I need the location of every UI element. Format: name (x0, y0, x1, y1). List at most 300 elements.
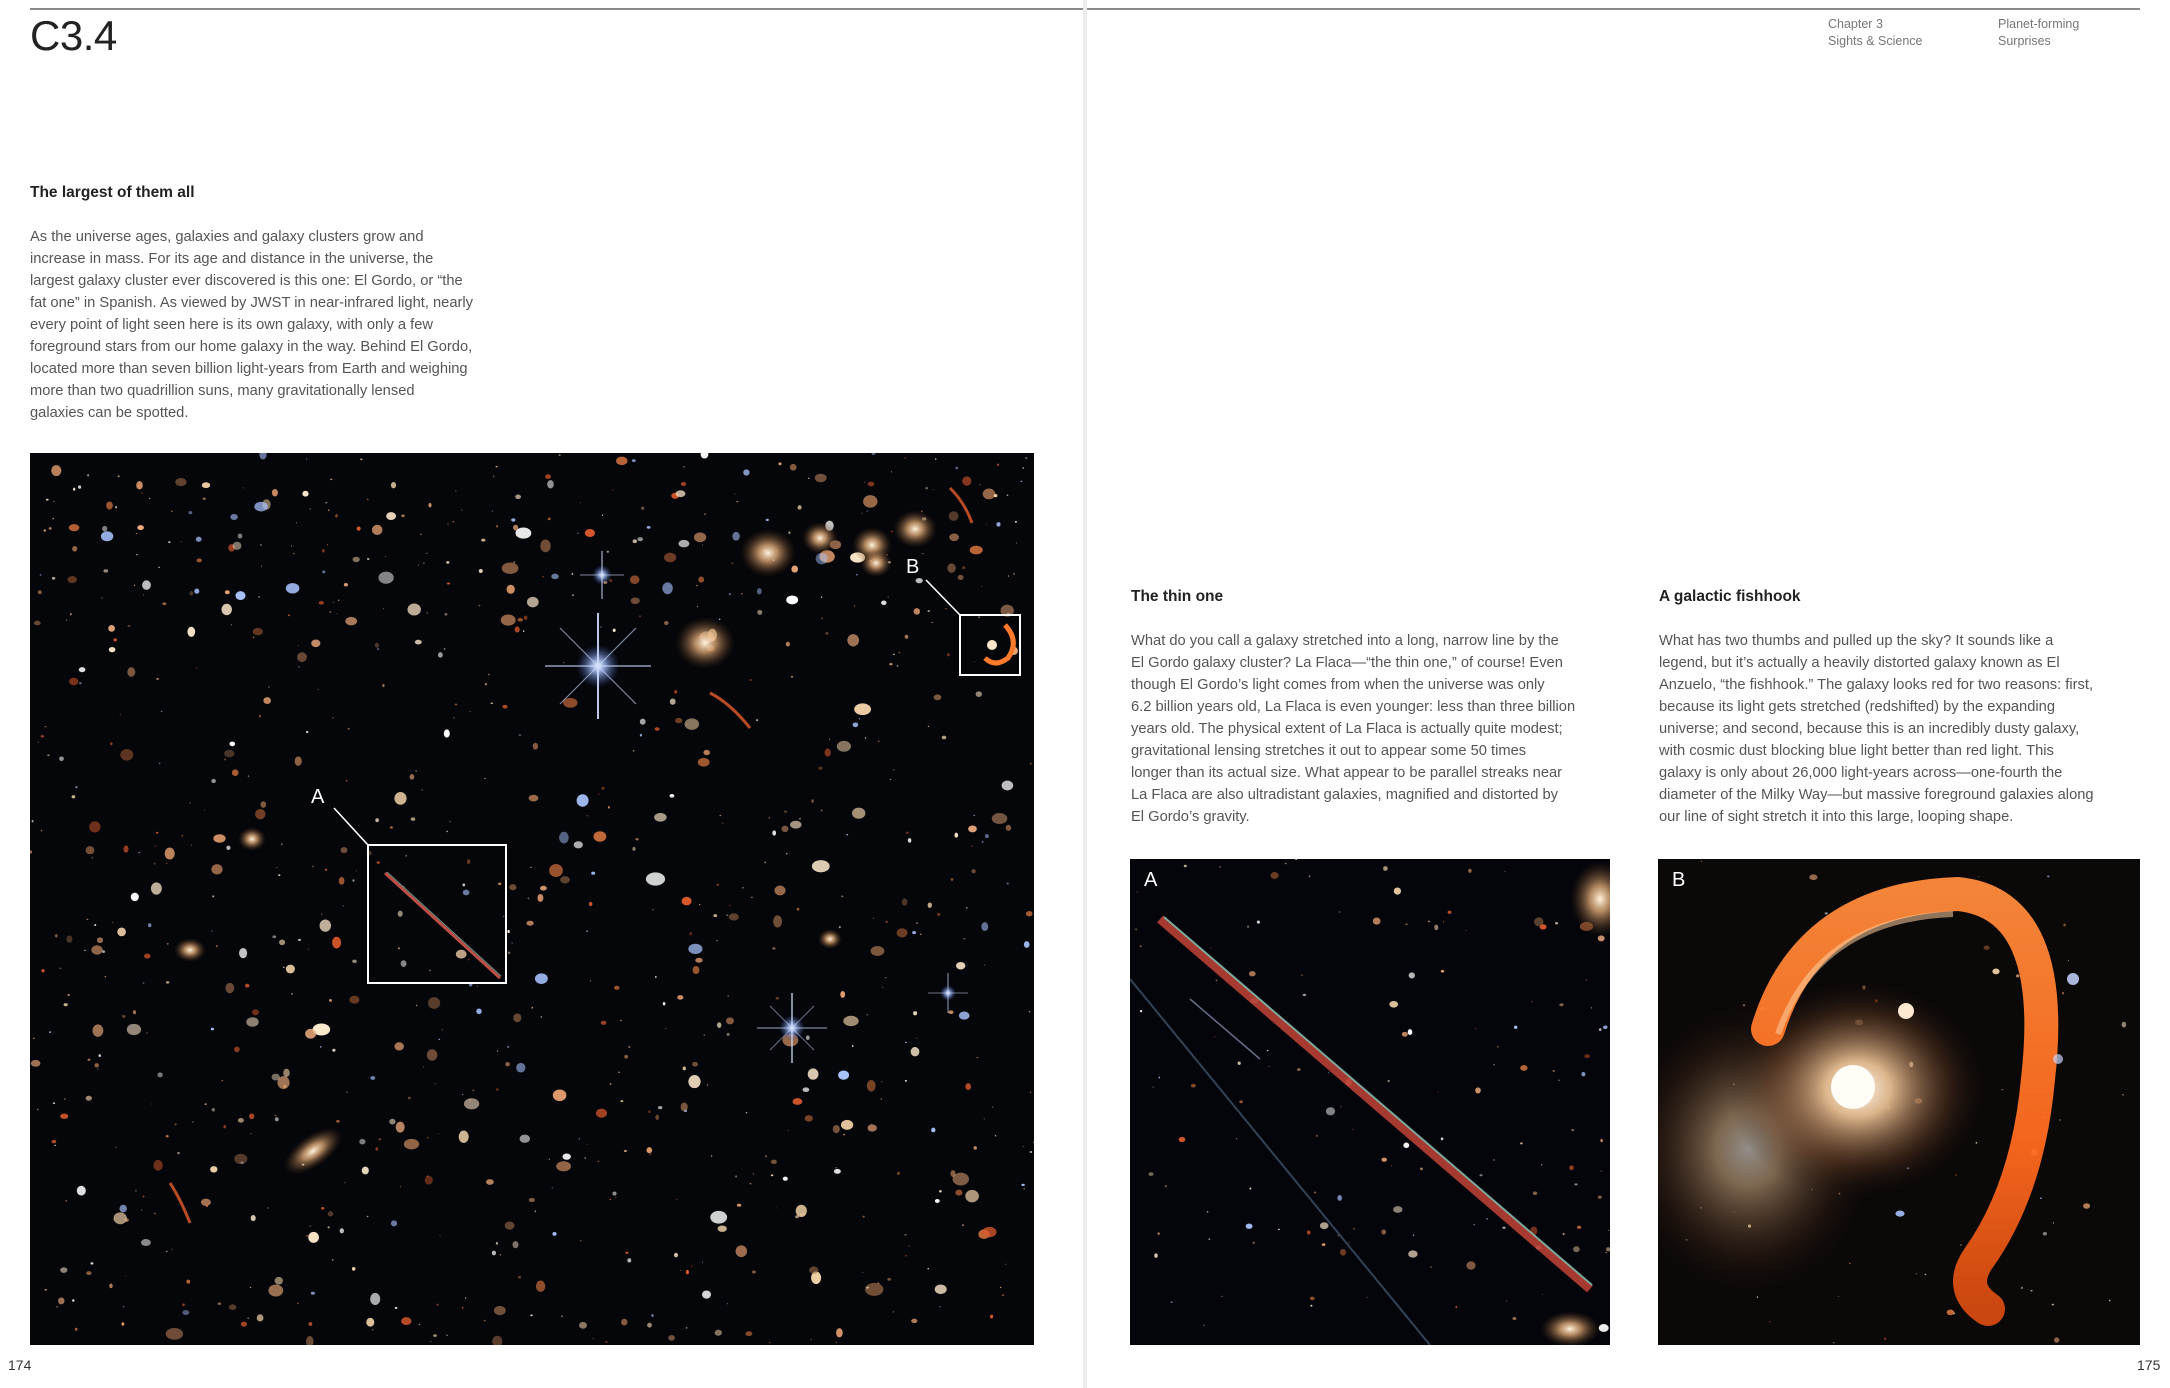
background-galaxy (1584, 1054, 1590, 1058)
cluster-galaxy (893, 510, 937, 548)
background-galaxy (375, 818, 379, 822)
background-galaxy (346, 780, 348, 782)
background-galaxy (216, 945, 218, 947)
background-galaxy (840, 991, 845, 998)
background-galaxy (298, 645, 299, 646)
background-galaxy (945, 608, 947, 609)
background-galaxy (181, 835, 183, 837)
background-galaxy (253, 628, 263, 635)
cluster-galaxy (802, 522, 838, 554)
background-galaxy (841, 1120, 853, 1130)
background-galaxy (986, 524, 987, 525)
background-galaxy (225, 590, 230, 594)
background-galaxy (935, 1285, 947, 1295)
background-galaxy (230, 514, 238, 520)
background-galaxy (171, 1249, 173, 1250)
body-line: galaxy is only about 26,000 light-years across—one-fourth the (1659, 765, 2063, 781)
running-head-line: Chapter 3 (1828, 17, 1883, 31)
background-galaxy (677, 995, 683, 1000)
background-galaxy (427, 1137, 428, 1138)
background-galaxy (194, 589, 199, 594)
background-galaxy (108, 625, 115, 632)
background-galaxy (649, 1153, 651, 1155)
background-galaxy (973, 1146, 976, 1150)
background-galaxy (1303, 994, 1306, 996)
background-galaxy (1441, 1137, 1444, 1140)
background-galaxy (995, 1135, 996, 1136)
background-galaxy (64, 1098, 66, 1100)
background-galaxy (655, 1115, 659, 1120)
background-galaxy (472, 1090, 474, 1091)
background-galaxy (283, 1069, 290, 1077)
background-galaxy (382, 684, 384, 687)
background-galaxy (1314, 1192, 1316, 1194)
background-galaxy (423, 1066, 424, 1067)
background-galaxy (1030, 763, 1032, 764)
background-galaxy (336, 613, 337, 614)
background-galaxy (352, 1267, 355, 1271)
background-galaxy (678, 540, 689, 547)
background-galaxy (774, 886, 785, 896)
background-galaxy (60, 968, 62, 969)
background-galaxy (429, 970, 431, 971)
background-galaxy (321, 914, 322, 915)
background-galaxy (333, 602, 334, 603)
background-galaxy (78, 485, 81, 488)
background-galaxy (1466, 1261, 1475, 1269)
background-galaxy (142, 580, 151, 590)
image-label-a: A (1144, 869, 1158, 891)
background-galaxy (166, 981, 169, 983)
background-galaxy (697, 606, 698, 607)
background-galaxy (798, 505, 802, 509)
background-galaxy (281, 844, 282, 846)
background-galaxy (637, 537, 643, 541)
background-galaxy (235, 591, 245, 600)
background-galaxy (654, 813, 667, 822)
background-galaxy (1838, 1296, 1839, 1297)
background-galaxy (295, 756, 302, 765)
background-galaxy (58, 1297, 64, 1304)
background-galaxy (250, 1133, 252, 1134)
background-galaxy (586, 930, 588, 931)
background-galaxy (408, 1097, 411, 1100)
background-galaxy (491, 702, 494, 704)
background-galaxy (218, 1302, 222, 1304)
background-galaxy (447, 1335, 448, 1336)
background-galaxy (772, 830, 776, 835)
background-galaxy (345, 617, 357, 626)
cluster-galaxy (238, 827, 266, 851)
background-galaxy (484, 778, 486, 779)
la-flaca-illustration (1130, 859, 1610, 1345)
background-galaxy (572, 594, 574, 596)
background-galaxy (1916, 1273, 1917, 1274)
background-galaxy (196, 558, 202, 562)
background-galaxy (542, 576, 543, 577)
background-galaxy (291, 993, 293, 995)
background-galaxy (259, 715, 261, 718)
background-galaxy (136, 533, 137, 534)
background-galaxy (275, 1115, 276, 1116)
background-galaxy (1541, 1164, 1542, 1165)
background-galaxy (516, 1063, 525, 1073)
image-label-b: B (1672, 869, 1686, 891)
background-galaxy (670, 698, 676, 704)
background-galaxy (112, 922, 114, 923)
background-galaxy (233, 542, 242, 550)
background-galaxy (202, 482, 210, 488)
background-galaxy (893, 769, 894, 770)
background-galaxy (69, 524, 80, 531)
background-galaxy (1413, 1234, 1414, 1235)
el-anzuelo-image (1658, 859, 2140, 1345)
background-galaxy (948, 1010, 953, 1014)
background-galaxy (973, 815, 975, 816)
background-galaxy (598, 794, 599, 795)
background-galaxy (856, 574, 858, 575)
background-galaxy (137, 525, 144, 530)
background-galaxy (328, 509, 330, 511)
background-galaxy (992, 1106, 994, 1107)
background-galaxy (816, 553, 828, 564)
background-galaxy (533, 743, 538, 750)
background-galaxy (110, 742, 113, 745)
background-galaxy (205, 1103, 207, 1105)
background-galaxy (868, 482, 875, 486)
background-galaxy (251, 1215, 256, 1221)
background-galaxy (736, 1245, 747, 1257)
background-galaxy (175, 1124, 177, 1126)
background-galaxy (664, 621, 668, 625)
background-galaxy (311, 640, 320, 648)
background-galaxy (44, 726, 46, 728)
background-galaxy (44, 1289, 47, 1291)
background-galaxy (72, 546, 77, 552)
background-galaxy (1405, 924, 1407, 926)
background-galaxy (922, 553, 923, 554)
background-galaxy (745, 1331, 752, 1336)
background-galaxy (1534, 917, 1543, 926)
background-galaxy (871, 946, 885, 956)
background-galaxy (447, 523, 449, 524)
background-galaxy (764, 862, 765, 863)
background-galaxy (905, 1042, 907, 1043)
background-galaxy (135, 1190, 137, 1191)
background-galaxy (52, 577, 55, 580)
background-galaxy (974, 661, 975, 662)
background-galaxy (1542, 1294, 1543, 1295)
background-galaxy (359, 1139, 365, 1145)
background-galaxy (955, 1190, 962, 1196)
background-galaxy (330, 479, 332, 481)
background-galaxy (518, 1276, 521, 1279)
background-galaxy (391, 1220, 397, 1226)
background-galaxy (498, 882, 501, 885)
background-galaxy (59, 757, 64, 762)
background-galaxy (867, 510, 869, 511)
background-galaxy (897, 1172, 900, 1175)
background-galaxy (913, 1011, 917, 1015)
la-flaca-image (1130, 859, 1610, 1345)
background-galaxy (612, 489, 614, 491)
background-galaxy (517, 618, 522, 622)
background-galaxy (121, 1322, 124, 1325)
background-galaxy (572, 573, 574, 575)
background-galaxy (1328, 1072, 1329, 1073)
background-galaxy (444, 648, 446, 649)
background-galaxy (462, 1094, 463, 1095)
background-galaxy (914, 608, 921, 615)
background-galaxy (1029, 1011, 1031, 1012)
background-galaxy (367, 558, 370, 560)
background-galaxy (311, 1292, 315, 1295)
background-galaxy (505, 1221, 515, 1229)
body-line: El Gordo’s gravity. (1131, 809, 1250, 825)
background-galaxy (211, 1028, 214, 1031)
background-galaxy (1531, 1001, 1532, 1002)
background-galaxy (710, 1211, 727, 1224)
background-galaxy (1468, 869, 1471, 873)
background-galaxy (276, 867, 277, 868)
background-galaxy (579, 1322, 587, 1329)
background-galaxy (52, 518, 54, 520)
background-galaxy (985, 834, 989, 838)
background-galaxy (427, 1049, 438, 1060)
background-galaxy (1381, 1158, 1386, 1162)
background-galaxy (704, 1034, 705, 1035)
background-galaxy (743, 469, 749, 475)
background-galaxy (2002, 1089, 2004, 1090)
background-galaxy (127, 625, 130, 627)
background-galaxy (370, 1293, 380, 1305)
background-galaxy (420, 534, 421, 535)
background-galaxy (327, 544, 328, 545)
background-galaxy (438, 652, 443, 658)
background-galaxy (942, 736, 947, 740)
background-galaxy (811, 799, 814, 803)
background-galaxy (171, 510, 173, 511)
background-galaxy (605, 1341, 607, 1343)
background-galaxy (1326, 1107, 1335, 1115)
background-galaxy (947, 653, 950, 656)
background-galaxy (675, 718, 682, 723)
background-galaxy (310, 508, 311, 509)
background-galaxy (72, 1299, 74, 1301)
background-galaxy (601, 1021, 607, 1025)
background-galaxy (367, 1216, 369, 1217)
background-galaxy (2043, 1232, 2047, 1236)
el-gordo-cluster-image (30, 453, 1034, 1345)
background-galaxy (502, 563, 519, 574)
background-galaxy (1474, 1224, 1475, 1225)
body-line: As the universe ages, galaxies and galaxy clusters grow and (30, 229, 424, 245)
background-galaxy (897, 928, 908, 937)
background-galaxy (1309, 876, 1311, 878)
background-galaxy (541, 1016, 542, 1017)
background-galaxy (456, 950, 467, 959)
background-galaxy (464, 1098, 479, 1109)
background-galaxy (690, 932, 692, 935)
background-galaxy (442, 1029, 443, 1030)
background-galaxy (151, 1103, 152, 1104)
background-galaxy (1239, 1100, 1243, 1103)
background-galaxy (839, 926, 841, 928)
background-galaxy (99, 1054, 101, 1057)
background-galaxy (131, 893, 139, 902)
background-galaxy (410, 774, 415, 780)
background-galaxy (526, 921, 533, 926)
background-galaxy (535, 1210, 537, 1212)
background-galaxy (52, 1140, 57, 1143)
background-galaxy (153, 1160, 162, 1171)
background-galaxy (73, 488, 75, 491)
background-galaxy (898, 652, 900, 654)
body-line: La Flaca are also ultradistant galaxies, magnified and distorted by (1131, 787, 1558, 803)
cluster-galaxy (740, 529, 796, 577)
background-galaxy (713, 914, 717, 917)
background-galaxy (75, 786, 77, 788)
background-galaxy (279, 939, 285, 945)
background-galaxy (786, 642, 790, 647)
background-galaxy (1214, 1036, 1215, 1037)
background-galaxy (1373, 917, 1381, 924)
background-galaxy (1389, 1001, 1398, 1008)
background-galaxy (1301, 974, 1303, 975)
background-galaxy (181, 541, 182, 542)
background-galaxy (488, 674, 489, 675)
background-galaxy (511, 942, 512, 944)
background-galaxy (1825, 912, 1828, 914)
background-galaxy (1493, 1159, 1495, 1160)
background-galaxy (589, 902, 592, 906)
background-galaxy (552, 1232, 556, 1236)
background-galaxy (579, 1138, 580, 1139)
background-galaxy (1157, 1232, 1159, 1234)
background-galaxy (187, 627, 195, 637)
background-galaxy (704, 514, 705, 515)
background-galaxy (407, 603, 420, 615)
background-galaxy (167, 943, 169, 944)
background-galaxy (703, 750, 710, 755)
background-galaxy (559, 832, 569, 844)
background-galaxy (563, 662, 564, 663)
background-galaxy (343, 905, 344, 907)
background-galaxy (730, 905, 732, 906)
background-galaxy (953, 1173, 969, 1186)
background-galaxy (468, 959, 469, 960)
background-galaxy (682, 897, 692, 906)
background-galaxy (1514, 1026, 1517, 1029)
background-galaxy (332, 717, 334, 718)
background-galaxy (1984, 946, 1990, 950)
background-galaxy (776, 1207, 777, 1208)
background-galaxy (778, 462, 781, 465)
background-galaxy (865, 1283, 883, 1296)
background-galaxy (1310, 1297, 1315, 1301)
background-galaxy (719, 619, 720, 620)
background-galaxy (885, 977, 887, 978)
background-galaxy (692, 1062, 698, 1067)
background-galaxy (753, 1173, 754, 1174)
body-line: gravitational lensing stretches it out to appear some 50 times (1131, 743, 1527, 759)
background-galaxy (829, 738, 830, 739)
background-galaxy (933, 489, 934, 490)
background-galaxy (1408, 1250, 1417, 1257)
background-galaxy (106, 501, 113, 509)
background-galaxy (1002, 781, 1014, 791)
background-galaxy (911, 1319, 917, 1323)
foreground-star (545, 613, 651, 719)
cluster-galaxy (174, 938, 206, 962)
background-galaxy (119, 1205, 126, 1213)
background-galaxy (241, 1321, 247, 1326)
background-galaxy (618, 1072, 619, 1074)
background-galaxy (1210, 947, 1211, 948)
background-galaxy (302, 491, 308, 497)
background-galaxy (138, 852, 140, 853)
background-galaxy (717, 1022, 721, 1028)
background-galaxy (511, 518, 515, 521)
fishhook-title: A galactic fishhook (1659, 588, 1801, 605)
background-galaxy (786, 853, 788, 854)
background-galaxy (246, 1017, 258, 1027)
thin-one-body (1131, 630, 1621, 828)
background-galaxy (808, 478, 810, 479)
background-galaxy (376, 1147, 379, 1150)
background-galaxy (718, 1225, 727, 1231)
background-galaxy (1297, 1068, 1301, 1071)
background-galaxy (182, 1310, 189, 1315)
background-galaxy (867, 1080, 876, 1092)
background-galaxy (854, 703, 871, 715)
background-galaxy (115, 506, 117, 508)
background-galaxy (126, 1275, 127, 1276)
background-galaxy (610, 1083, 612, 1085)
background-galaxy (1403, 1143, 1409, 1148)
background-galaxy (344, 1182, 345, 1183)
background-galaxy (272, 935, 276, 938)
background-galaxy (612, 1192, 616, 1196)
background-galaxy (2052, 1304, 2054, 1306)
background-galaxy (278, 874, 280, 876)
background-galaxy (143, 594, 144, 595)
background-galaxy (992, 813, 1008, 824)
background-galaxy (535, 973, 548, 984)
background-galaxy (513, 1241, 519, 1248)
background-galaxy (648, 1111, 651, 1114)
background-galaxy (1271, 872, 1279, 879)
background-galaxy (328, 1226, 330, 1228)
background-galaxy (467, 859, 470, 863)
background-galaxy (621, 1319, 627, 1326)
background-galaxy (77, 1186, 86, 1196)
background-galaxy (888, 596, 889, 597)
background-galaxy (366, 1318, 374, 1327)
background-galaxy (962, 1224, 964, 1226)
background-galaxy (398, 911, 403, 917)
background-galaxy (156, 678, 159, 680)
background-galaxy (305, 1029, 316, 1039)
background-galaxy (338, 600, 339, 601)
body-line: years old. The physical extent of La Flaca is actually quite modest; (1131, 721, 1563, 737)
background-galaxy (1573, 1246, 1580, 1252)
background-galaxy (372, 1329, 374, 1330)
background-galaxy (771, 1174, 773, 1176)
background-galaxy (225, 983, 234, 994)
background-galaxy (537, 894, 543, 902)
background-galaxy (2062, 992, 2064, 994)
